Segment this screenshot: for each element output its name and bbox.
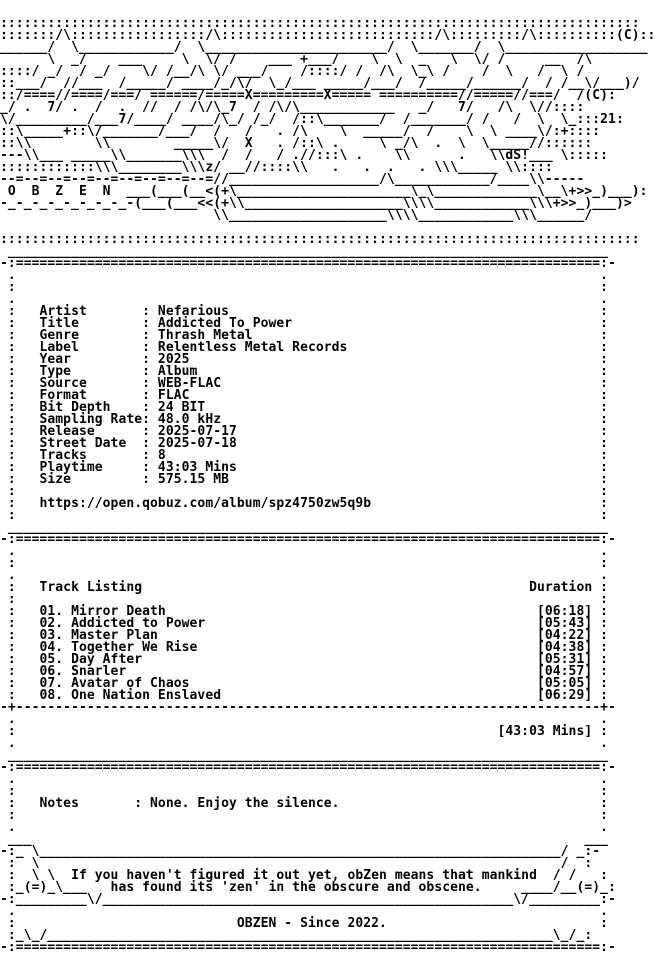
nfo-text [0, 18, 656, 954]
frame-blank: : : [0, 556, 609, 571]
info-row: : Genre : Thrash Metal : [0, 328, 609, 343]
info-row: : Year : 2025 : [0, 352, 609, 367]
frame-dot: . . [0, 292, 609, 307]
banner-line: ::___/ //___ /_____/ ____/_/\/ \_/___ _____/___/ /_____/______/ / /__\/___)/ [0, 76, 640, 91]
quote-line-2: :_(=)_\___ has found its 'zen' in the obscure and obscene. ____/__(=)_: [0, 880, 616, 895]
banner-line: ::::::::::::\\\________\\\z/ __//::::\\ . . . . \\\_____ \\:::: [0, 160, 553, 175]
frame-blank: : : [0, 508, 609, 523]
banner-line: \/_________/___7/____/ ____/\_/ /_/ /::\_______/ /_______/ / / \ \_:::21: [0, 112, 624, 127]
frame-blank: : : [0, 592, 609, 607]
info-row: : Bit Depth : 24 BIT : [0, 400, 609, 415]
footer-line: : OBZEN - Since 2022. : [0, 916, 609, 931]
rule: ____________________________________________________________________________ [0, 520, 609, 535]
banner-line: \\____________________\\\\____________\\\______/ [0, 208, 609, 223]
banner-line: ---\\___ _____\\_______\\\ / / / .//:::\ . \\ . \\dS!___ \::::: [0, 148, 609, 163]
track-row: : 01. Mirror Death [06:18] : [0, 604, 609, 619]
double-rule: -:==========================================================================:- [0, 256, 616, 271]
info-row: : Release : 2025-07-17 : [0, 424, 609, 439]
track-row: : 03. Master Plan [04:22] : [0, 628, 609, 643]
track-row: : 08. One Nation Enslaved [06:29] : [0, 688, 609, 703]
dots-separator: ::::::::::::::::::::::::::::::::::::::::::::::::::::::::::::::::::::::::::::::::: [0, 232, 640, 247]
quote-rule: -:_ \__________________________________________________________________/ _:- [0, 844, 601, 859]
banner-line: \ _/ ___ \ \/ / ___ +___/ \ \ _ \ \/ / __ /\ [0, 52, 640, 67]
info-row: : Tracks : 8 : [0, 448, 609, 463]
footer-rule: :_\_/________________________________________________________________\_/_: [0, 928, 593, 943]
track-row: : 06. Snarler [04:57] : [0, 664, 609, 679]
banner-line: ______/ \____________/ \_______________________/ \_______/ \__________________ [0, 40, 648, 55]
double-rule: -:==========================================================================:- [0, 940, 616, 955]
info-row: : Label : Relentless Metal Records : [0, 340, 609, 355]
banner-line: :::::::/\:::::::::::::::::/\:::::::::::::::::::::::::::/\:::::::::/\::::::::::(C):: [0, 28, 656, 43]
frame-dot: . . [0, 268, 609, 283]
frame-dot: . . [0, 712, 609, 727]
quote-line-1: : \ \ If you haven't figured it out yet, obZen means that mankind / / : [0, 868, 609, 883]
quote-bottom: -:_________\/____________________________________________________\/_________:- [0, 892, 616, 907]
track-row: : 05. Day After [05:31] : [0, 652, 609, 667]
frame-blank: : : [0, 808, 609, 823]
banner-line: ::\_____+::\/_______/___/ / / . /\ \ _____/ / \ \ ____\/:+:::: [0, 124, 601, 139]
banner-line: O B Z E N ___(___(__<(+\______________________\_\_____________\__\+>>_)___): [0, 184, 648, 199]
info-row: : Format : FLAC : [0, 388, 609, 403]
rule: ____________________________________________________________________________ [0, 748, 609, 763]
double-rule: -:==========================================================================:- [0, 760, 616, 775]
nfo-document [0, 16, 656, 955]
banner-line: --=--=--=--=--=--=--=--=--=//___________________/\____________/____\\----- [0, 172, 585, 187]
frame-blank: : : [0, 484, 609, 499]
tracklist-heading: : Track Listing Duration : [0, 580, 609, 595]
total-duration: : [43:03 Mins] : [0, 724, 609, 739]
quote-frame: : \ / : [0, 856, 593, 871]
double-rule: -:==========================================================================:- [0, 532, 616, 547]
frame-dot: . . [0, 544, 609, 559]
info-row: : Type : Album : [0, 364, 609, 379]
notes-row: : Notes : None. Enjoy the silence. : [0, 796, 609, 811]
album-url: : https://open.qobuz.com/album/spz4750zw5q9b : [0, 496, 609, 511]
info-row: : Street Date : 2025-07-18 : [0, 436, 609, 451]
info-row: : Source : WEB-FLAC : [0, 376, 609, 391]
banner-line: _/ . 7/ . / . // / /\/\_7 / /\/\____________ _/ 7/ /\ \//:::: [0, 100, 585, 115]
banner-line: ::\\ \\ _____\/ X . /::\ . \ _/\ . \ \_____//:::::: [0, 136, 593, 151]
track-row: : 02. Addicted to Power [05:43] : [0, 616, 609, 631]
banner-line: ::/====//====/===/ ======/=====X=========X===== ==========//=====//===/ /(C): [0, 88, 616, 103]
track-row: : 07. Avatar of Chaos [05:05] : [0, 676, 609, 691]
top-rule: ____________________________________________________________________________ [0, 244, 609, 259]
frame-blank: : : [0, 280, 609, 295]
quote-top: ___ ___ [0, 832, 609, 847]
info-row: : Title : Addicted To Power : [0, 316, 609, 331]
banner-line: ::::::::::::::::::::::::::::::::::::::::::::::::::::::::::::::::::::::::::::::::: [0, 16, 640, 31]
frame-dot: . . [0, 820, 609, 835]
banner-line: ::::/ _/ / _/ \/ /__/\ \/ ___/ /::::/ / /\ \_\ / / \ / \ / [0, 64, 585, 79]
frame-dot: . . [0, 736, 609, 751]
info-row: : Artist : Nefarious : [0, 304, 609, 319]
dash-rule: -+--------------------------------------------------------------------------+- [0, 700, 616, 715]
frame-blank: : : [0, 784, 609, 799]
frame-dot: . . [0, 904, 609, 919]
track-row: : 04. Together We Rise [04:38] : [0, 640, 609, 655]
frame-dot: . . [0, 568, 609, 583]
banner-line: -_-_-_-_-_-_-_-_-(___(___<<(+\\____________________\\\\____________\\\+>>_)___)> [0, 196, 632, 211]
frame-dot: . . [0, 772, 609, 787]
info-row: : Sampling Rate: 48.0 kHz : [0, 412, 609, 427]
info-row: : Playtime : 43:03 Mins : [0, 460, 609, 475]
info-row: : Size : 575.15 MB : [0, 472, 609, 487]
